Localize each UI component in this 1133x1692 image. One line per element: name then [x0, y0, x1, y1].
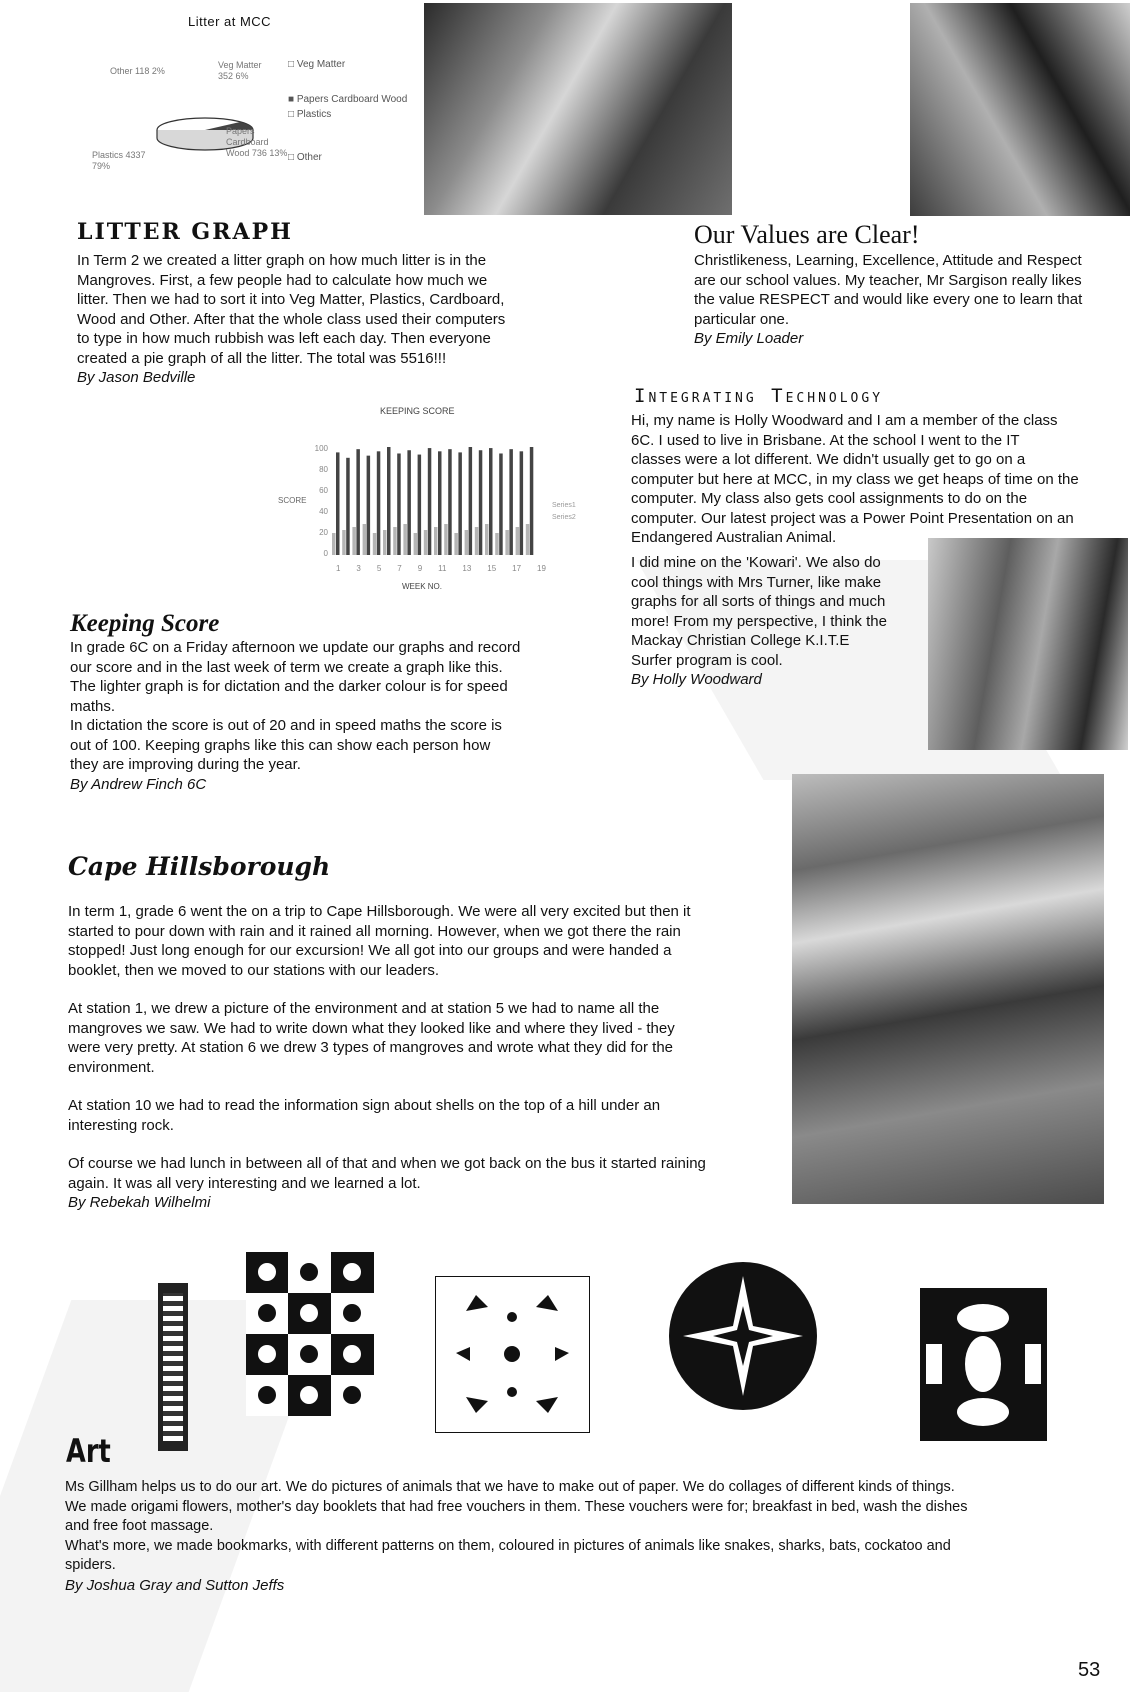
bar-dark [458, 452, 462, 555]
cape-heading: Cape Hillsborough [68, 852, 331, 881]
bar-light [475, 527, 479, 555]
text-line: Mangroves. First, a few people had to calculate how much we [77, 271, 488, 289]
text-line: and free foot massage. [65, 1518, 214, 1534]
text-line: are our school values. My teacher, Mr Sargison really likes [694, 271, 1082, 289]
x-axis-label: WEEK NO. [402, 582, 443, 591]
y-axis-label: SCORE [278, 496, 307, 505]
text-line: At station 10 we had to read the information sign about shells on the top of a hill under an [68, 1097, 661, 1114]
text-line: Christlikeness, Learning, Excellence, Attitude and Respect [694, 252, 1082, 269]
text-line: spiders. [65, 1557, 116, 1573]
bar-light [434, 527, 438, 555]
text-line: our score and in the last week of term we create a graph like this. [70, 658, 503, 676]
symmetry-cutout-artwork [920, 1288, 1047, 1441]
bar-dark [428, 448, 432, 555]
byline: By Jason Bedville [77, 369, 196, 386]
snowflake-cutout-artwork [435, 1276, 590, 1433]
bar-light [516, 527, 520, 555]
paragraph [68, 1154, 788, 1213]
bar-dark [387, 447, 391, 555]
pie-label-plastics: Plastics 4337 79% [92, 150, 146, 171]
text-line: In Term 2 we created a litter graph on how much litter is in the [77, 252, 487, 269]
x-tick: 15 [487, 564, 497, 573]
text-line: At station 1, we drew a picture of the environment and at station 5 we had to name all the [68, 1000, 660, 1017]
bar-dark [438, 451, 442, 555]
text-line: graphs for all sorts of things and much [631, 593, 886, 610]
girl-at-keyboard-photo [928, 538, 1128, 750]
text-line: The lighter graph is for dictation and the darker colour is for speed [70, 678, 508, 695]
y-tick: 40 [319, 507, 328, 516]
bar-dark [520, 451, 524, 555]
text-line: out of 100. Keeping graphs like this can show each person how [70, 736, 491, 754]
bar-light [485, 524, 489, 555]
x-tick: 5 [376, 564, 382, 573]
bookmark-artwork [158, 1283, 188, 1451]
bar-light [363, 524, 367, 555]
values-body [694, 251, 1130, 349]
y-tick: 0 [323, 549, 328, 558]
text-line: particular one. [694, 310, 790, 328]
bar-light [454, 533, 458, 555]
bar-light [373, 533, 377, 555]
text-line: Endangered Australian Animal. [631, 529, 837, 546]
bar-dark [407, 450, 411, 555]
text-line: were very pretty. At station 6 we drew 3 types of mangroves and wrote what they did for the [68, 1039, 674, 1056]
bar-dark [336, 452, 340, 555]
x-tick: 17 [512, 564, 522, 573]
bar-light [393, 527, 397, 555]
bar-light [414, 533, 418, 555]
bar-light [342, 530, 346, 555]
bar-dark [346, 458, 350, 555]
star-cutout-artwork [669, 1262, 817, 1410]
x-tick: 1 [336, 564, 341, 573]
pie-legend [288, 58, 408, 164]
legend-item: □ Other [288, 152, 322, 163]
byline: By Rebekah Wilhelmi [68, 1194, 211, 1211]
litter-chart-title: Litter at MCC [188, 14, 272, 29]
bar-light [424, 530, 428, 555]
byline: By Holly Woodward [631, 671, 762, 688]
text-line: litter. Then we had to sort it into Veg Matter, Plastics, Cardboard, [77, 291, 505, 308]
paragraph [68, 902, 788, 980]
values-heading: Our Values are Clear! [694, 220, 920, 249]
bar-light [352, 527, 356, 555]
student-at-computer-photo [910, 3, 1130, 216]
bar-dark [479, 450, 483, 555]
text-line: computer. My class also gets cool assignments to do on the [631, 490, 1028, 507]
text-line: We made origami flowers, mother's day booklets that had free vouchers in them. These vouchers were for; breakfast in bed, wash the dishes [65, 1498, 968, 1515]
integrating-heading: Integrating Technology [634, 385, 884, 407]
pie-label-papers: Papers Cardboard Wood 736 13% [226, 126, 288, 158]
bar-dark [509, 449, 513, 555]
integrating-body [631, 411, 1131, 548]
bar-light [465, 530, 469, 555]
legend-item: Series1 [552, 502, 576, 509]
x-tick: 7 [397, 564, 402, 573]
text-line: they are improving during the year. [70, 756, 301, 773]
text-line: Ms Gillham helps us to do our art. We do pictures of animals that we have to make out of paper. We do collages of different kinds of things. [65, 1479, 955, 1495]
keeping-score-heading: Keeping Score [70, 610, 220, 637]
x-tick: 13 [462, 564, 472, 573]
bar-light [444, 524, 448, 555]
bar-dark [469, 447, 473, 555]
text-line: 6C. I used to live in Brisbane. At the school I went to the IT [631, 431, 1020, 449]
legend-item: ■ Papers Cardboard Wood [288, 94, 408, 105]
text-line: computer. Our latest project was a Power Point Presentation on an [631, 509, 1074, 527]
byline: By Emily Loader [694, 330, 804, 347]
bar-dark [377, 451, 381, 555]
bar-dark [397, 453, 401, 555]
text-line: I did mine on the 'Kowari'. We also do [631, 554, 881, 571]
bar-dark [418, 455, 422, 555]
text-line: Hi, my name is Holly Woodward and I am a member of the class [631, 412, 1058, 429]
legend-item: □ Plastics [288, 109, 332, 120]
litter-pie-chart [90, 8, 420, 203]
text-line: Mackay Christian College K.I.T.E [631, 632, 850, 649]
text-line: Wood and Other. After that the whole class used their computers [77, 310, 506, 328]
text-line: computer but here at MCC, in my class we get heaps of time on the [631, 470, 1079, 488]
text-line: In dictation the score is out of 20 and in speed maths the score is [70, 717, 502, 734]
bar-dark [367, 456, 371, 555]
bar-dark [499, 453, 503, 555]
integrating-body-wrap [631, 553, 921, 690]
x-tick: 9 [417, 564, 423, 573]
x-tick-labels [336, 564, 546, 573]
text-line: In grade 6C on a Friday afternoon we update our graphs and record [70, 639, 521, 656]
text-line: more! From my perspective, I think the [631, 612, 887, 630]
x-tick: 3 [356, 564, 361, 573]
text-line: Surfer program is cool. [631, 651, 783, 669]
computer-class-photo [424, 3, 732, 215]
paragraph [68, 1096, 788, 1135]
text-line: interesting rock. [68, 1116, 174, 1134]
text-line: environment. [68, 1058, 155, 1076]
animal-collage-artwork [246, 1252, 374, 1416]
text-line: created a pie graph of all the litter. The total was 5516!!! [77, 349, 447, 367]
y-tick: 60 [319, 486, 328, 495]
text-line: mangroves we saw. We had to write down what they looked like and where they lived - they [68, 1019, 675, 1037]
cape-body [68, 902, 788, 1213]
text-line: again. It was all very interesting and we learned a lot. [68, 1174, 421, 1192]
litter-graph-body [77, 251, 577, 388]
bar-dark [356, 449, 360, 555]
bar-light [383, 530, 387, 555]
text-line: the value RESPECT and would like every one to learn that [694, 291, 1083, 308]
text-line: maths. [70, 697, 116, 715]
bar-dark [448, 449, 452, 555]
bar-light [526, 524, 530, 555]
text-line: booklet, then we moved to our stations with our leaders. [68, 961, 440, 979]
x-tick: 11 [438, 564, 447, 573]
text-line: to type in how much rubbish was left each day. Then everyone [77, 330, 491, 347]
bar-light [495, 533, 499, 555]
legend-item: □ Veg Matter [288, 59, 346, 70]
y-tick: 100 [314, 444, 328, 453]
text-line: cool things with Mrs Turner, like make [631, 573, 882, 591]
x-tick: 19 [537, 564, 546, 573]
text-line: What's more, we made bookmarks, with different patterns on them, coloured in pictures of animals like snakes, sharks, bats, cockatoo and [65, 1537, 951, 1554]
bar-plot-area [332, 440, 542, 560]
art-heading: Art [66, 1432, 111, 1470]
litter-graph-heading: LITTER GRAPH [77, 219, 293, 245]
y-tick: 80 [319, 465, 328, 474]
page-number: 53 [1078, 1659, 1101, 1681]
pie-label-other: Other 118 2% [110, 66, 165, 76]
bar-light [332, 533, 336, 555]
keeping-score-chart [270, 400, 610, 596]
pie-label-veg: Veg Matter 352 6% [218, 60, 262, 81]
y-tick: 20 [319, 528, 328, 537]
chart-legend [552, 500, 576, 524]
y-tick-labels [314, 438, 328, 564]
byline: By Andrew Finch 6C [70, 775, 207, 793]
text-line: started to pour down with rain and it rained all morning. However, when we got there the rain [68, 922, 681, 940]
bar-light [505, 530, 509, 555]
keeping-score-body [70, 638, 600, 794]
text-line: stopped! Just long enough for our excursion! We all got into our groups and were handed a [68, 942, 672, 959]
text-line: classes were a lot different. We didn't usually get to go on a [631, 451, 1026, 468]
paragraph [68, 999, 788, 1077]
text-line: Of course we had lunch in between all of that and when we got back on the bus it started raining [68, 1155, 706, 1172]
bar-light [403, 524, 407, 555]
byline: By Joshua Gray and Sutton Jeffs [65, 1576, 285, 1594]
art-body [65, 1478, 1125, 1595]
chart-title: KEEPING SCORE [380, 406, 455, 416]
bar-dark [489, 448, 493, 555]
mangrove-boardwalk-photo [792, 774, 1104, 1204]
legend-item: Series2 [552, 514, 576, 521]
bar-dark [530, 447, 534, 555]
text-line: In term 1, grade 6 went the on a trip to Cape Hillsborough. We were all very excited but then it [68, 903, 691, 920]
